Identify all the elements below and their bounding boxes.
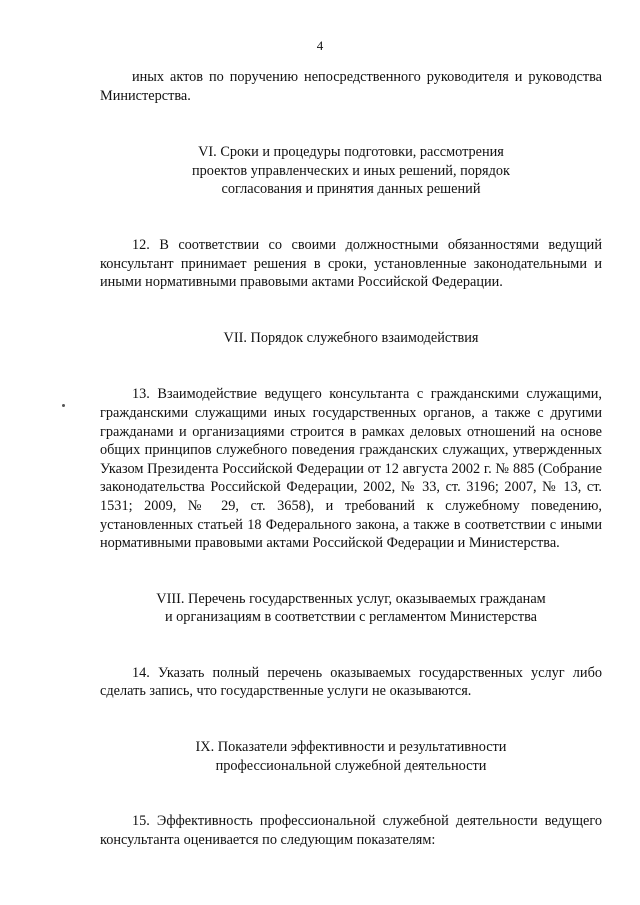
paragraph-13: 13. Взаимодействие ведущего консультанта с гражданскими служащими, гражданскими служащими иных государственных органов, а также с другими гражданами и организациями строится в рамках деловых отношений на основе общих принципов служебного поведения гражданских служащих, утвержденных Указом Президента Российской Федерации от 12 августа 2002 г. № 885 (Собрание законодательства Российской Федерации, 2002, № 33, ст. 3196; 2007, № 13, ст. 1531; 2009, № 29, ст. 3658), и требований к служебному поведению, установленных статьей 18 Федерального закона, а также в соответствии с иными нормативными правовыми актами Российской Федерации и Министерства. bbox=[100, 386, 602, 552]
paragraph-14: 14. Указать полный перечень оказываемых государственных услуг либо сделать запись, что государственные услуги не оказываются. bbox=[100, 664, 602, 700]
document-body bbox=[100, 68, 602, 849]
section-heading-ix bbox=[100, 738, 602, 775]
section-heading-vii-line1: VII. Порядок служебного взаимодействия bbox=[223, 329, 479, 346]
section-heading-vi-line2: проектов управленческих и иных решений, порядок bbox=[191, 162, 510, 179]
section-heading-vii bbox=[100, 329, 602, 348]
section-heading-ix-line1: IX. Показатели эффективности и результативности bbox=[195, 739, 507, 756]
page-number: 4 bbox=[316, 38, 324, 53]
section-heading-vi bbox=[100, 143, 602, 199]
scan-speck bbox=[62, 404, 65, 407]
section-heading-vi-line1: VI. Сроки и процедуры подготовки, рассмотрения bbox=[198, 144, 504, 161]
section-heading-viii-line2: и организациям в соответствии с регламентом Министерства bbox=[164, 609, 538, 626]
section-heading-ix-line2: профессиональной служебной деятельности bbox=[215, 757, 487, 774]
paragraph-intro: иных актов по поручению непосредственного руководителя и руководства Министерства. bbox=[100, 69, 602, 104]
section-heading-viii-line1: VIII. Перечень государственных услуг, оказываемых гражданам bbox=[156, 590, 546, 607]
paragraph-15: 15. Эффективность профессиональной служебной деятельности ведущего консультанта оценивается по следующим показателям: bbox=[100, 813, 602, 848]
section-heading-viii bbox=[100, 590, 602, 627]
paragraph-12: 12. В соответствии со своими должностными обязанностями ведущий консультант принимает решения в сроки, установленные законодательными и иными нормативными правовыми актами Российской Федерации. bbox=[100, 236, 602, 291]
section-heading-vi-line3: согласования и принятия данных решений bbox=[221, 181, 481, 198]
